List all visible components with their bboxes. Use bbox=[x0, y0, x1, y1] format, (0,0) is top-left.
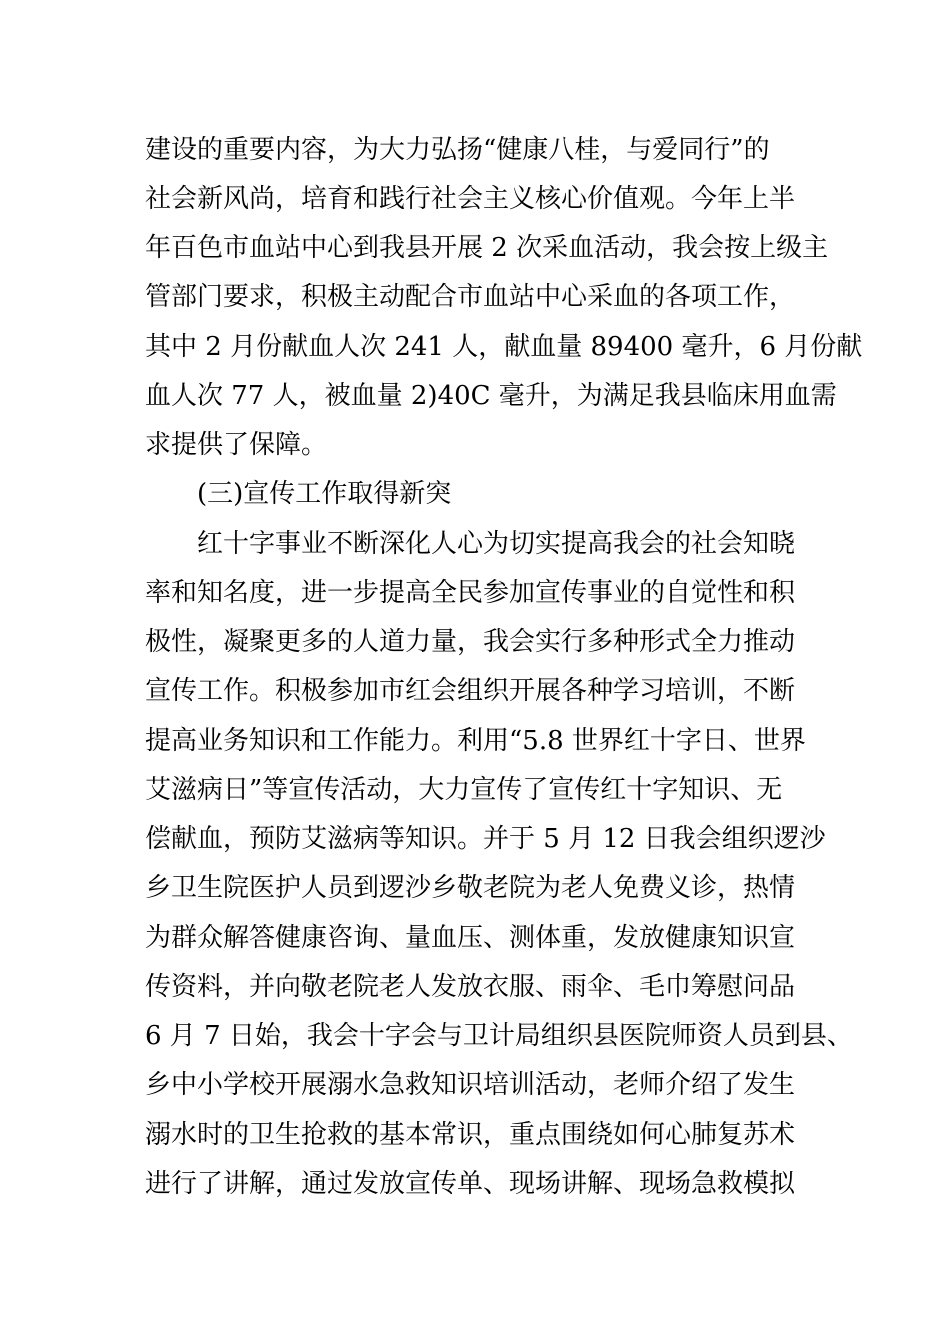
paragraph-line: 红十字事业不断深化人心为切实提高我会的社会知晓 bbox=[197, 529, 796, 559]
paragraph-line: 传资料，并向敬老院老人发放衣服、雨伞、毛巾筹慰问品 bbox=[145, 972, 796, 1002]
paragraph-line: 其中 2 月份献血人次 241 人，献血量 89400 毫升，6 月份献 bbox=[145, 332, 863, 362]
paragraph-line: 艾滋病日”等宣传活动，大力宣传了宣传红十字知识、无 bbox=[145, 775, 783, 805]
paragraph-line: 求提供了保障。 bbox=[145, 430, 328, 460]
paragraph-line: 社会新风尚，培育和践行社会主义核心价值观。今年上半 bbox=[145, 184, 796, 214]
paragraph-line: 率和知名度，进一步提高全民参加宣传事业的自觉性和积 bbox=[145, 578, 796, 608]
paragraph-line: 提高业务知识和工作能力。利用“5.8 世界红十字日、世界 bbox=[145, 726, 806, 756]
paragraph-line: 乡卫生院医护人员到逻沙乡敬老院为老人免费义诊，热情 bbox=[145, 873, 796, 903]
paragraph-line: 溺水时的卫生抢救的基本常识，重点围绕如何心肺复苏术 bbox=[145, 1120, 796, 1150]
paragraph-line: 建设的重要内容，为大力弘扬“健康八桂，与爱同行”的 bbox=[145, 135, 770, 165]
paragraph-line: 乡中小学校开展溺水急救知识培训活动，老师介绍了发生 bbox=[145, 1070, 796, 1100]
paragraph-line: 宣传工作。积极参加市红会组织开展各种学习培训，不断 bbox=[145, 676, 796, 706]
paragraph-line: 年百色市血站中心到我县开展 2 次采血活动，我会按上级主 bbox=[145, 233, 829, 263]
paragraph-line: 血人次 77 人，被血量 2)40C 毫升，为满足我县临床用血需 bbox=[145, 381, 837, 411]
paragraph-line: 为群众解答健康咨询、量血压、测体重，发放健康知识宣 bbox=[145, 923, 796, 953]
paragraph-line: 极性，凝聚更多的人道力量，我会实行多种形式全力推动 bbox=[145, 627, 796, 657]
paragraph-line: 6 月 7 日始，我会十字会与卫计局组织县医院师资人员到县、 bbox=[145, 1021, 853, 1051]
paragraph-line: 管部门要求，积极主动配合市血站中心采血的各项工作， bbox=[145, 282, 796, 312]
section-heading: (三)宣传工作取得新突 bbox=[197, 479, 452, 509]
paragraph-line: 偿献血，预防艾滋病等知识。并于 5 月 12 日我会组织逻沙 bbox=[145, 824, 826, 854]
paragraph-line: 进行了讲解，通过发放宣传单、现场讲解、现场急救模拟 bbox=[145, 1169, 796, 1199]
